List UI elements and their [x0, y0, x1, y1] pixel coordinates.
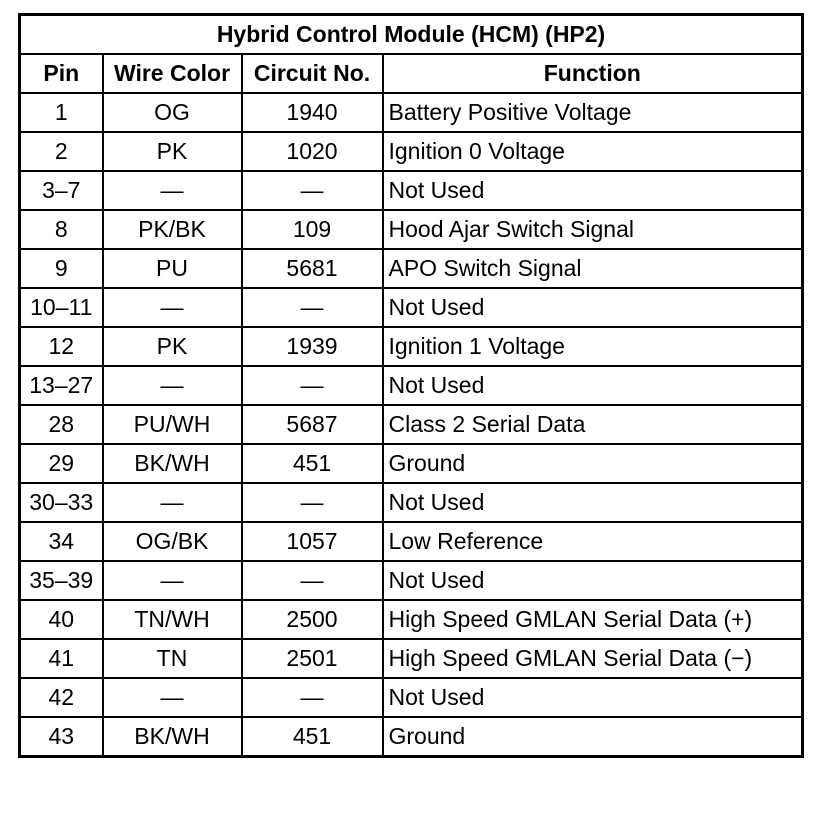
table-title-row [20, 15, 803, 55]
table-row [20, 639, 803, 678]
wire-color-cell: — [103, 288, 242, 327]
table-row [20, 561, 803, 600]
pin-cell: 13–27 [20, 366, 103, 405]
function-cell: Ignition 0 Voltage [383, 132, 803, 171]
wire-color-cell: TN/WH [103, 600, 242, 639]
circuit-no-cell: 1057 [242, 522, 383, 561]
table-title: Hybrid Control Module (HCM) (HP2) [20, 15, 803, 55]
pin-rows [20, 93, 803, 757]
table-row [20, 171, 803, 210]
pin-cell: 42 [20, 678, 103, 717]
wire-color-cell: PK [103, 327, 242, 366]
table-row [20, 483, 803, 522]
wire-color-cell: BK/WH [103, 444, 242, 483]
pin-cell: 2 [20, 132, 103, 171]
circuit-no-cell: 2501 [242, 639, 383, 678]
function-cell: Battery Positive Voltage [383, 93, 803, 132]
wire-color-cell: — [103, 171, 242, 210]
circuit-no-cell: — [242, 483, 383, 522]
function-cell: Class 2 Serial Data [383, 405, 803, 444]
wire-color-cell: PU/WH [103, 405, 242, 444]
pin-cell: 8 [20, 210, 103, 249]
pin-cell: 40 [20, 600, 103, 639]
table-row [20, 444, 803, 483]
circuit-no-cell: 1939 [242, 327, 383, 366]
pin-cell: 12 [20, 327, 103, 366]
pin-cell: 41 [20, 639, 103, 678]
pin-cell: 28 [20, 405, 103, 444]
function-cell: Low Reference [383, 522, 803, 561]
table-row [20, 327, 803, 366]
function-cell: Hood Ajar Switch Signal [383, 210, 803, 249]
table-row [20, 678, 803, 717]
function-cell: High Speed GMLAN Serial Data (−) [383, 639, 803, 678]
table-row [20, 600, 803, 639]
function-cell: Not Used [383, 288, 803, 327]
table-row [20, 93, 803, 132]
header-pin: Pin [20, 54, 103, 93]
function-cell: High Speed GMLAN Serial Data (+) [383, 600, 803, 639]
function-cell: Not Used [383, 561, 803, 600]
pin-cell: 10–11 [20, 288, 103, 327]
circuit-no-cell: 1940 [242, 93, 383, 132]
wire-color-cell: PK/BK [103, 210, 242, 249]
wire-color-cell: BK/WH [103, 717, 242, 757]
wire-color-cell: — [103, 678, 242, 717]
wire-color-cell: — [103, 483, 242, 522]
circuit-no-cell: — [242, 171, 383, 210]
pin-cell: 3–7 [20, 171, 103, 210]
pin-cell: 43 [20, 717, 103, 757]
pin-cell: 30–33 [20, 483, 103, 522]
function-cell: Ground [383, 717, 803, 757]
circuit-no-cell: — [242, 561, 383, 600]
circuit-no-cell: — [242, 678, 383, 717]
table-row [20, 249, 803, 288]
function-cell: Not Used [383, 366, 803, 405]
header-circuit-no: Circuit No. [242, 54, 383, 93]
column-header-row [20, 54, 803, 93]
pin-cell: 34 [20, 522, 103, 561]
wire-color-cell: PU [103, 249, 242, 288]
wire-color-cell: — [103, 366, 242, 405]
wire-color-cell: PK [103, 132, 242, 171]
circuit-no-cell: 1020 [242, 132, 383, 171]
table-row [20, 405, 803, 444]
header-wire-color: Wire Color [103, 54, 242, 93]
circuit-no-cell: 2500 [242, 600, 383, 639]
table-row [20, 288, 803, 327]
table-row [20, 522, 803, 561]
circuit-no-cell: — [242, 288, 383, 327]
pin-cell: 1 [20, 93, 103, 132]
circuit-no-cell: 451 [242, 717, 383, 757]
wire-color-cell: OG/BK [103, 522, 242, 561]
circuit-no-cell: 109 [242, 210, 383, 249]
wire-color-cell: — [103, 561, 242, 600]
circuit-no-cell: — [242, 366, 383, 405]
pin-cell: 9 [20, 249, 103, 288]
table-row [20, 366, 803, 405]
function-cell: Ignition 1 Voltage [383, 327, 803, 366]
circuit-no-cell: 5687 [242, 405, 383, 444]
function-cell: APO Switch Signal [383, 249, 803, 288]
circuit-no-cell: 451 [242, 444, 383, 483]
function-cell: Not Used [383, 678, 803, 717]
pin-cell: 35–39 [20, 561, 103, 600]
circuit-no-cell: 5681 [242, 249, 383, 288]
connector-pinout-table [18, 13, 804, 758]
header-function: Function [383, 54, 803, 93]
table-row [20, 210, 803, 249]
function-cell: Ground [383, 444, 803, 483]
table-row [20, 132, 803, 171]
wire-color-cell: OG [103, 93, 242, 132]
pin-cell: 29 [20, 444, 103, 483]
function-cell: Not Used [383, 171, 803, 210]
wire-color-cell: TN [103, 639, 242, 678]
table-row [20, 717, 803, 757]
function-cell: Not Used [383, 483, 803, 522]
